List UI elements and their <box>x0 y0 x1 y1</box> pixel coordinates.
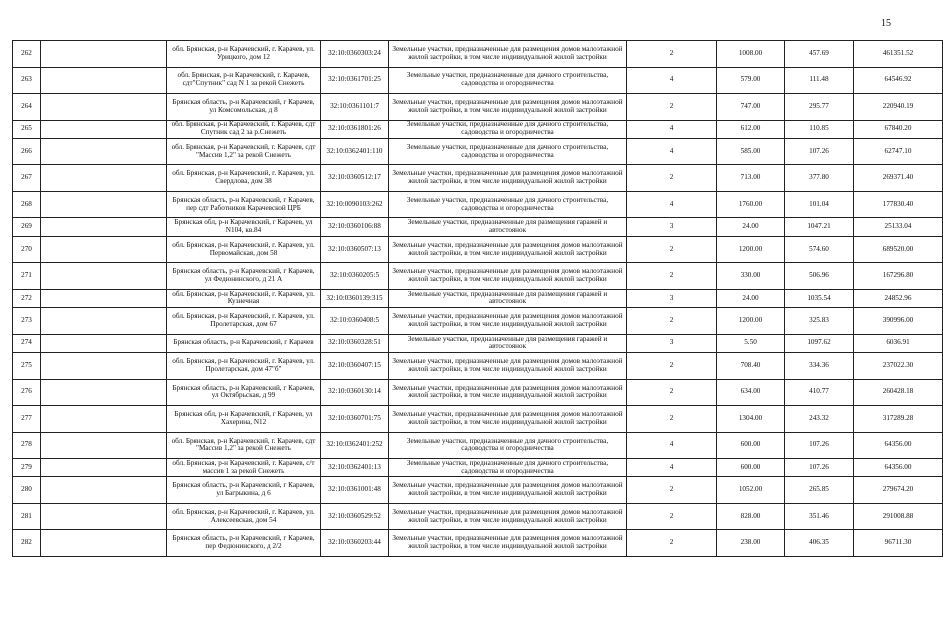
land-use-cell: Земельные участки, предназначенные для размещения домов малоэтажной жилой застройки, в том числе индивидуальной жилой застройки <box>389 41 627 68</box>
table-body <box>13 41 943 557</box>
address-cell: обл. Брянская, р-н Карачевский, г. Карачев, сдт "Массив 1,2" за рекой Снежеть <box>167 138 321 165</box>
blank-cell <box>41 67 167 94</box>
table-row <box>13 459 943 477</box>
address-cell: обл. Брянская, р-н Карачевский, г. Карачев, ул. Свердлова, дом 38 <box>167 165 321 192</box>
land-use-cell: Земельные участки, предназначенные для дачного строительства, садоводства и огородничества <box>389 432 627 459</box>
cadastral-number-cell: 32:10:0362401:110 <box>321 138 389 165</box>
land-use-cell: Земельные участки, предназначенные для размещения домов малоэтажной жилой застройки, в том числе индивидуальной жилой застройки <box>389 353 627 380</box>
group-cell: 4 <box>627 432 717 459</box>
specific-value-cell: 107.26 <box>785 432 854 459</box>
specific-value-cell: 265.85 <box>785 477 854 504</box>
row-number-cell: 267 <box>13 165 41 192</box>
specific-value-cell: 1047.21 <box>785 218 854 236</box>
address-cell: обл. Брянская, р-н Карачевский, г. Карачев, с/т массив 1 за рекой Снежеть <box>167 459 321 477</box>
area-cell: 24.00 <box>717 289 785 307</box>
land-use-cell: Земельные участки, предназначенные для дачного строительства, садоводства и огородничества <box>389 138 627 165</box>
area-cell: 579.00 <box>717 67 785 94</box>
cadastral-value-cell: 317289.28 <box>854 406 943 433</box>
cadastral-value-cell: 177830.40 <box>854 191 943 218</box>
group-cell: 2 <box>627 477 717 504</box>
blank-cell <box>41 120 167 138</box>
group-cell: 2 <box>627 379 717 406</box>
table-row <box>13 406 943 433</box>
row-number-cell: 276 <box>13 379 41 406</box>
land-use-cell: Земельные участки, предназначенные для дачного строительства, садоводства и огородничества <box>389 459 627 477</box>
address-cell: обл. Брянская, р-н Карачевский, г. Карачев, ул. Кузнечная <box>167 289 321 307</box>
specific-value-cell: 457.69 <box>785 41 854 68</box>
specific-value-cell: 377.80 <box>785 165 854 192</box>
address-cell: обл. Брянская, р-н Карачевский, г. Карачев, ул. Урицкого, дом 12 <box>167 41 321 68</box>
blank-cell <box>41 432 167 459</box>
group-cell: 4 <box>627 459 717 477</box>
land-use-cell: Земельные участки, предназначенные для размещения домов малоэтажной жилой застройки, в том числе индивидуальной жилой застройки <box>389 94 627 121</box>
specific-value-cell: 107.26 <box>785 138 854 165</box>
table-row <box>13 477 943 504</box>
row-number-cell: 264 <box>13 94 41 121</box>
specific-value-cell: 243.32 <box>785 406 854 433</box>
blank-cell <box>41 406 167 433</box>
area-cell: 5.50 <box>717 334 785 352</box>
cadastral-value-cell: 167296.80 <box>854 263 943 290</box>
row-number-cell: 275 <box>13 353 41 380</box>
row-number-cell: 279 <box>13 459 41 477</box>
table-row <box>13 289 943 307</box>
land-registry-table <box>12 40 943 557</box>
table-row <box>13 138 943 165</box>
cadastral-value-cell: 269371.40 <box>854 165 943 192</box>
blank-cell <box>41 165 167 192</box>
blank-cell <box>41 477 167 504</box>
table-row <box>13 67 943 94</box>
land-use-cell: Земельные участки, предназначенные для размещения домов малоэтажной жилой застройки, в том числе индивидуальной жилой застройки <box>389 406 627 433</box>
cadastral-number-cell: 32:10:0360139:315 <box>321 289 389 307</box>
cadastral-value-cell: 6036.91 <box>854 334 943 352</box>
cadastral-value-cell: 689520.00 <box>854 236 943 263</box>
land-use-cell: Земельные участки, предназначенные для дачного строительства, садоводства и огородничества <box>389 191 627 218</box>
address-cell: Брянская область, р-н Карачевский, г Карачев, ул Багрыкина, д 6 <box>167 477 321 504</box>
cadastral-value-cell: 96711.30 <box>854 530 943 557</box>
group-cell: 4 <box>627 67 717 94</box>
blank-cell <box>41 308 167 335</box>
land-use-cell: Земельные участки, предназначенные для размещения домов малоэтажной жилой застройки, в том числе индивидуальной жилой застройки <box>389 477 627 504</box>
group-cell: 3 <box>627 334 717 352</box>
row-number-cell: 266 <box>13 138 41 165</box>
cadastral-number-cell: 32:10:0360328:51 <box>321 334 389 352</box>
address-cell: обл. Брянская, р-н Карачевский, г. Карачев, сдт Спутник сад 2 за р.Снежеть <box>167 120 321 138</box>
row-number-cell: 282 <box>13 530 41 557</box>
blank-cell <box>41 236 167 263</box>
area-cell: 238.00 <box>717 530 785 557</box>
group-cell: 2 <box>627 41 717 68</box>
row-number-cell: 265 <box>13 120 41 138</box>
page-number: 15 <box>881 18 891 29</box>
land-use-cell: Земельные участки, предназначенные для размещения гаражей и автостоянок <box>389 334 627 352</box>
row-number-cell: 272 <box>13 289 41 307</box>
table-row <box>13 308 943 335</box>
cadastral-number-cell: 32:10:0090103:262 <box>321 191 389 218</box>
address-cell: обл. Брянская, р-н Карачевский, г. Карачев, ул. Пролетарская, дом 47"б" <box>167 353 321 380</box>
address-cell: Брянская обл, р-н Карачевский, г Карачев, ул Хахерина, N12 <box>167 406 321 433</box>
cadastral-number-cell: 32:10:0360130:14 <box>321 379 389 406</box>
land-use-cell: Земельные участки, предназначенные для размещения домов малоэтажной жилой застройки, в том числе индивидуальной жилой застройки <box>389 503 627 530</box>
group-cell: 2 <box>627 263 717 290</box>
area-cell: 1200.00 <box>717 308 785 335</box>
specific-value-cell: 410.77 <box>785 379 854 406</box>
specific-value-cell: 334.36 <box>785 353 854 380</box>
row-number-cell: 269 <box>13 218 41 236</box>
specific-value-cell: 111.48 <box>785 67 854 94</box>
cadastral-value-cell: 25133.04 <box>854 218 943 236</box>
address-cell: обл. Брянская, р-н Карачевский, г. Карачев, сдт"Спутник" сад N 1 за рекой Снежеть <box>167 67 321 94</box>
group-cell: 2 <box>627 308 717 335</box>
land-use-cell: Земельные участки, предназначенные для размещения домов малоэтажной жилой застройки, в том числе индивидуальной жилой застройки <box>389 308 627 335</box>
specific-value-cell: 351.46 <box>785 503 854 530</box>
cadastral-number-cell: 32:10:0360106:88 <box>321 218 389 236</box>
specific-value-cell: 101.04 <box>785 191 854 218</box>
blank-cell <box>41 138 167 165</box>
area-cell: 1200.00 <box>717 236 785 263</box>
blank-cell <box>41 334 167 352</box>
cadastral-number-cell: 32:10:0361701:25 <box>321 67 389 94</box>
land-use-cell: Земельные участки, предназначенные для размещения гаражей и автостоянок <box>389 289 627 307</box>
specific-value-cell: 506.96 <box>785 263 854 290</box>
address-cell: обл. Брянская, р-н Карачевский, г. Карачев, сдт "Массив 1,2" за рекой Снежеть <box>167 432 321 459</box>
row-number-cell: 278 <box>13 432 41 459</box>
group-cell: 4 <box>627 191 717 218</box>
cadastral-number-cell: 32:10:0362401:252 <box>321 432 389 459</box>
cadastral-value-cell: 461351.52 <box>854 41 943 68</box>
area-cell: 585.00 <box>717 138 785 165</box>
land-use-cell: Земельные участки, предназначенные для размещения домов малоэтажной жилой застройки, в том числе индивидуальной жилой застройки <box>389 165 627 192</box>
specific-value-cell: 325.83 <box>785 308 854 335</box>
land-use-cell: Земельные участки, предназначенные для размещения гаражей и автостоянок <box>389 218 627 236</box>
land-use-cell: Земельные участки, предназначенные для дачного строительства, садоводства и огородничества <box>389 67 627 94</box>
cadastral-value-cell: 237022.30 <box>854 353 943 380</box>
table-row <box>13 236 943 263</box>
group-cell: 3 <box>627 289 717 307</box>
table-row <box>13 120 943 138</box>
group-cell: 2 <box>627 530 717 557</box>
table-row <box>13 503 943 530</box>
row-number-cell: 280 <box>13 477 41 504</box>
address-cell: обл. Брянская, р-н Карачевский, г. Карачев, ул. Алексеевская, дом 54 <box>167 503 321 530</box>
row-number-cell: 263 <box>13 67 41 94</box>
specific-value-cell: 1035.54 <box>785 289 854 307</box>
cadastral-value-cell: 67840.20 <box>854 120 943 138</box>
address-cell: Брянская обл, р-н Карачевский, г Карачев, ул N104, кв.84 <box>167 218 321 236</box>
area-cell: 1304.00 <box>717 406 785 433</box>
cadastral-number-cell: 32:10:0360408:5 <box>321 308 389 335</box>
specific-value-cell: 110.85 <box>785 120 854 138</box>
table-row <box>13 353 943 380</box>
table-row <box>13 218 943 236</box>
specific-value-cell: 1097.62 <box>785 334 854 352</box>
group-cell: 4 <box>627 120 717 138</box>
table-row <box>13 379 943 406</box>
row-number-cell: 270 <box>13 236 41 263</box>
table-row <box>13 263 943 290</box>
address-cell: Брянская область, р-н Карачевский, г Карачев <box>167 334 321 352</box>
area-cell: 600.00 <box>717 459 785 477</box>
area-cell: 24.00 <box>717 218 785 236</box>
blank-cell <box>41 218 167 236</box>
table-row <box>13 41 943 68</box>
cadastral-number-cell: 32:10:0360507:13 <box>321 236 389 263</box>
land-use-cell: Земельные участки, предназначенные для дачного строительства, садоводства и огородничества <box>389 120 627 138</box>
specific-value-cell: 406.35 <box>785 530 854 557</box>
cadastral-value-cell: 260428.18 <box>854 379 943 406</box>
table-row <box>13 94 943 121</box>
cadastral-number-cell: 32:10:0360512:17 <box>321 165 389 192</box>
table-row <box>13 530 943 557</box>
blank-cell <box>41 289 167 307</box>
cadastral-number-cell: 32:10:0361001:48 <box>321 477 389 504</box>
cadastral-value-cell: 24852.96 <box>854 289 943 307</box>
cadastral-number-cell: 32:10:0361801:26 <box>321 120 389 138</box>
area-cell: 1760.00 <box>717 191 785 218</box>
row-number-cell: 273 <box>13 308 41 335</box>
table-row <box>13 334 943 352</box>
group-cell: 4 <box>627 138 717 165</box>
row-number-cell: 262 <box>13 41 41 68</box>
specific-value-cell: 295.77 <box>785 94 854 121</box>
cadastral-value-cell: 64356.00 <box>854 432 943 459</box>
group-cell: 3 <box>627 218 717 236</box>
blank-cell <box>41 94 167 121</box>
cadastral-number-cell: 32:10:0360529:52 <box>321 503 389 530</box>
address-cell: Брянская область, р-н Карачевский, г Карачев, ул Комсомольская, д 8 <box>167 94 321 121</box>
group-cell: 2 <box>627 353 717 380</box>
land-use-cell: Земельные участки, предназначенные для размещения домов малоэтажной жилой застройки, в том числе индивидуальной жилой застройки <box>389 263 627 290</box>
blank-cell <box>41 503 167 530</box>
blank-cell <box>41 353 167 380</box>
land-use-cell: Земельные участки, предназначенные для размещения домов малоэтажной жилой застройки, в том числе индивидуальной жилой застройки <box>389 236 627 263</box>
cadastral-value-cell: 62747.10 <box>854 138 943 165</box>
area-cell: 634.00 <box>717 379 785 406</box>
address-cell: Брянская область, р-н Карачевский, г Карачев, ул Октябрьская, д 99 <box>167 379 321 406</box>
row-number-cell: 277 <box>13 406 41 433</box>
address-cell: Брянская область, р-н Карачевский, г Карачев, пер сдт Работников Карачевской ЦРБ <box>167 191 321 218</box>
blank-cell <box>41 379 167 406</box>
area-cell: 713.00 <box>717 165 785 192</box>
row-number-cell: 268 <box>13 191 41 218</box>
blank-cell <box>41 263 167 290</box>
cadastral-number-cell: 32:10:0361101:7 <box>321 94 389 121</box>
cadastral-value-cell: 64546.92 <box>854 67 943 94</box>
address-cell: обл. Брянская, р-н Карачевский, г. Карачев, ул. Пролетарская, дом 67 <box>167 308 321 335</box>
group-cell: 2 <box>627 165 717 192</box>
cadastral-value-cell: 220940.19 <box>854 94 943 121</box>
group-cell: 2 <box>627 236 717 263</box>
cadastral-value-cell: 390996.00 <box>854 308 943 335</box>
table-row <box>13 191 943 218</box>
address-cell: Брянская область, р-н Карачевский, г Карачев, ул Федюнинского, д 21 А <box>167 263 321 290</box>
area-cell: 1052.00 <box>717 477 785 504</box>
area-cell: 708.40 <box>717 353 785 380</box>
blank-cell <box>41 459 167 477</box>
blank-cell <box>41 530 167 557</box>
cadastral-number-cell: 32:10:0360407:15 <box>321 353 389 380</box>
row-number-cell: 274 <box>13 334 41 352</box>
area-cell: 828.00 <box>717 503 785 530</box>
area-cell: 747.00 <box>717 94 785 121</box>
area-cell: 600.00 <box>717 432 785 459</box>
group-cell: 2 <box>627 94 717 121</box>
specific-value-cell: 574.60 <box>785 236 854 263</box>
cadastral-number-cell: 32:10:0362401:13 <box>321 459 389 477</box>
table-row <box>13 165 943 192</box>
cadastral-value-cell: 279674.20 <box>854 477 943 504</box>
table-row <box>13 432 943 459</box>
row-number-cell: 281 <box>13 503 41 530</box>
blank-cell <box>41 41 167 68</box>
group-cell: 2 <box>627 503 717 530</box>
cadastral-number-cell: 32:10:0360701:75 <box>321 406 389 433</box>
address-cell: обл. Брянская, р-н Карачевский, г. Карачев, ул. Первомайская, дом 58 <box>167 236 321 263</box>
cadastral-number-cell: 32:10:0360303:24 <box>321 41 389 68</box>
cadastral-value-cell: 64356.00 <box>854 459 943 477</box>
area-cell: 330.00 <box>717 263 785 290</box>
land-use-cell: Земельные участки, предназначенные для размещения домов малоэтажной жилой застройки, в том числе индивидуальной жилой застройки <box>389 530 627 557</box>
cadastral-number-cell: 32:10:0360205:5 <box>321 263 389 290</box>
blank-cell <box>41 191 167 218</box>
cadastral-value-cell: 291008.88 <box>854 503 943 530</box>
land-use-cell: Земельные участки, предназначенные для размещения домов малоэтажной жилой застройки, в том числе индивидуальной жилой застройки <box>389 379 627 406</box>
specific-value-cell: 107.26 <box>785 459 854 477</box>
row-number-cell: 271 <box>13 263 41 290</box>
address-cell: Брянская область, р-н Карачевский, г Карачев, пер Федюнинского, д 2/2 <box>167 530 321 557</box>
area-cell: 1008.00 <box>717 41 785 68</box>
cadastral-number-cell: 32:10:0360203:44 <box>321 530 389 557</box>
area-cell: 612.00 <box>717 120 785 138</box>
group-cell: 2 <box>627 406 717 433</box>
